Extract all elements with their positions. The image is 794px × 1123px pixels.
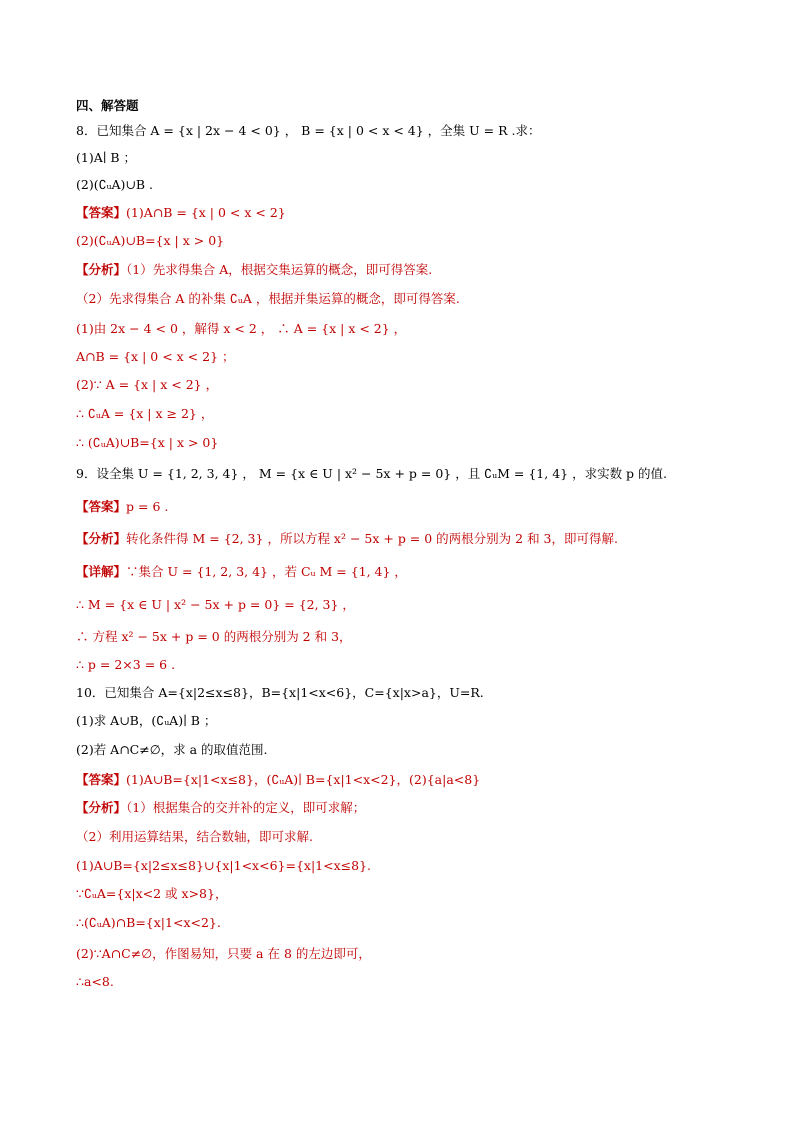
q9-answer: p = 6 . (126, 499, 169, 514)
analysis-tag: 【分析】 (76, 531, 127, 546)
q9-detail-line1 (76, 563, 407, 580)
q9-detail-2: ∴ M = {x ∈ U | x² − 5x + p = 0} = {2, 3} ， (76, 597, 355, 612)
q10-answer: (1)A∪B={x|1<x≤8}，(∁ᵤA)∣ B={x|1<x<2}，(2){a|a<8} (126, 772, 481, 787)
q10-stem: 10．已知集合 A={x|2≤x≤8}，B={x|1<x<6}，C={x|x>a}，U=R. (76, 685, 484, 700)
analysis-tag: 【分析】 (76, 800, 127, 815)
q9-analysis: 转化条件得 M = {2, 3} ，所以方程 x² − 5x + p = 0 的两根分别为 2 和 3，即可得解. (126, 531, 618, 546)
q9-detail-1: ∵集合 U = {1, 2, 3, 4} ，若 Cᵤ M = {1, 4} ， (126, 564, 407, 579)
q10-solution-2: ∵∁ᵤA={x|x<2 或 x>8}， (76, 886, 228, 901)
q10-solution-5: ∴a<8. (76, 974, 114, 989)
q8-solution-3: (2)∵ A = {x | x < 2} ， (76, 377, 219, 392)
q8-solution-4: ∴ ∁ᵤA = {x | x ≥ 2} ， (76, 406, 214, 421)
q10-analysis-line1 (76, 799, 365, 816)
q10-solution-3: ∴(∁ᵤA)∩B={x|1<x<2}. (76, 915, 221, 930)
q8-solution-1: (1)由 2x − 4 < 0 ，解得 x < 2 ， ∴ A = {x | x < 2} ， (76, 321, 407, 336)
q10-part1: (1)求 A∪B，(∁ᵤA)∣ B ； (76, 713, 217, 728)
q8-analysis-line1 (76, 261, 432, 278)
analysis-tag: 【分析】 (76, 262, 127, 277)
q10-solution-4: (2)∵A∩C≠∅，作图易知，只要 a 在 8 的左边即可， (76, 946, 371, 961)
q8-analysis-2: （2）先求得集合 A 的补集 ∁ᵤA ，根据并集运算的概念，即可得答案. (76, 291, 460, 306)
q8-answer-1: (1)A∩B = {x | 0 < x < 2} (126, 205, 286, 220)
section-title: 四、解答题 (76, 98, 139, 113)
q9-stem: 9．设全集 U = {1, 2, 3, 4} ， M = {x ∈ U | x² − 5x + p = 0} ，且 ∁ᵤM = {1, 4} ，求实数 p 的值. (76, 466, 667, 481)
detail-tag: 【详解】 (76, 564, 127, 579)
q8-answer-2: (2)(∁ᵤA)∪B={x | x > 0} (76, 233, 225, 248)
q10-solution-1: (1)A∪B={x|2≤x≤8}∪{x|1<x<6}={x|1<x≤8}. (76, 858, 371, 873)
q8-part1: (1)A∣ B ； (76, 150, 137, 165)
q8-stem: 8．已知集合 A = {x | 2x − 4 < 0} ， B = {x | 0 < x < 4} ，全集 U = R .求： (76, 123, 541, 138)
q10-part2: (2)若 A∩C≠∅，求 a 的取值范围. (76, 742, 268, 757)
q9-analysis-line (76, 530, 618, 547)
q10-analysis-1: （1）根据集合的交并补的定义，即可求解； (126, 800, 366, 815)
answer-tag: 【答案】 (76, 205, 127, 220)
q9-detail-3: ∴ 方程 x² − 5x + p = 0 的两根分别为 2 和 3， (76, 629, 352, 644)
answer-tag: 【答案】 (76, 772, 127, 787)
q10-analysis-2: （2）利用运算结果，结合数轴，即可求解. (76, 829, 313, 844)
q8-analysis-1: （1）先求得集合 A，根据交集运算的概念，即可得答案. (126, 262, 433, 277)
q9-detail-4: ∴ p = 2×3 = 6 . (76, 657, 176, 672)
q10-answer-line (76, 771, 480, 788)
q8-part2: (2)(∁ᵤA)∪B . (76, 177, 154, 192)
q9-answer-line (76, 498, 168, 515)
answer-tag: 【答案】 (76, 499, 127, 514)
q8-solution-5: ∴ (∁ᵤA)∪B={x | x > 0} (76, 435, 219, 450)
q8-answer-line1 (76, 204, 286, 221)
q8-solution-2: A∩B = {x | 0 < x < 2} ； (76, 349, 235, 364)
